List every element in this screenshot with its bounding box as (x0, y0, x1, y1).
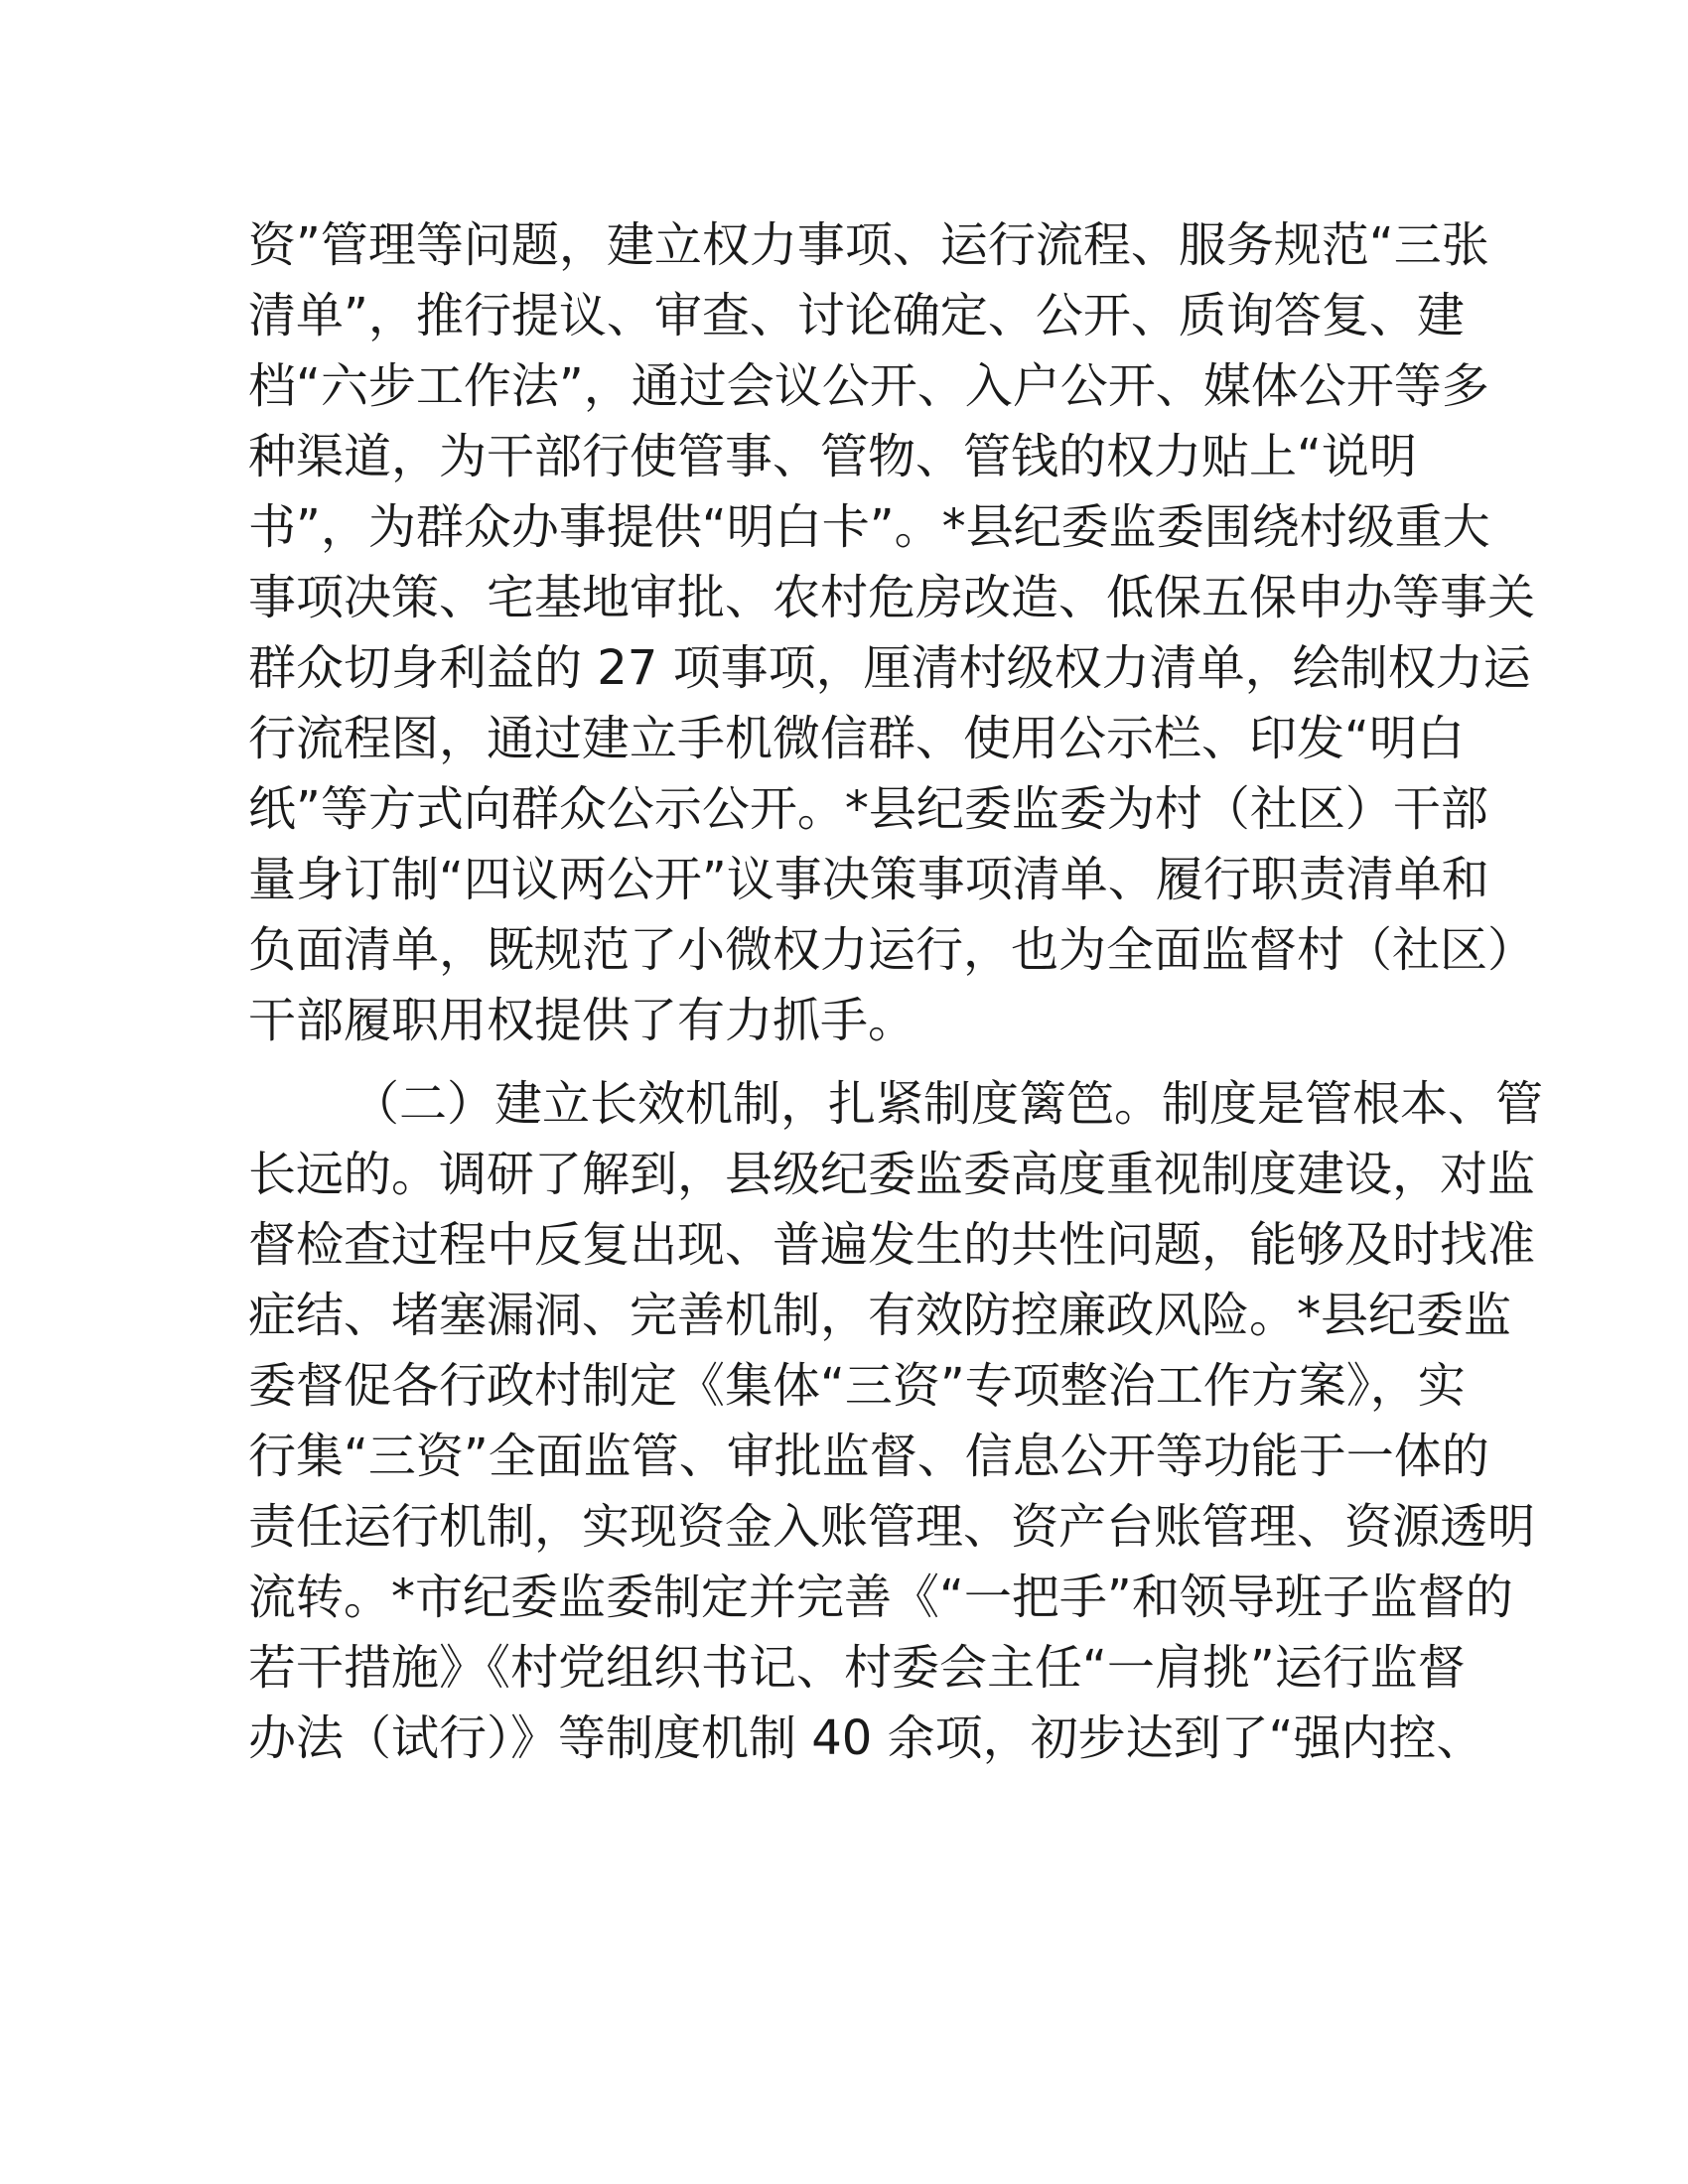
paragraph-line: 书”，为群众办事提供“明白卡”。*县纪委监委围绕村级重大 (248, 499, 1490, 555)
paragraph-line: 办法（试行）》等制度机制 40 余项，初步达到了“强内控、 (248, 1710, 1484, 1766)
paragraph-line: 督检查过程中反复出现、普遍发生的共性问题，能够及时找准 (248, 1217, 1536, 1273)
paragraph-line: 事项决策、宅基地审批、农村危房改造、低保五保申办等事关 (248, 570, 1536, 625)
paragraph-line: 流转。*市纪委监委制定并完善《“一把手”和领导班子监督的 (248, 1570, 1513, 1625)
paragraph-line: 责任运行机制，实现资金入账管理、资产台账管理、资源透明 (248, 1499, 1536, 1555)
paragraph-line: 种渠道，为干部行使管事、管物、管钱的权力贴上“说明 (248, 429, 1417, 484)
paragraph-line: 档“六步工作法”，通过会议公开、入户公开、媒体公开等多 (248, 358, 1489, 414)
paragraph-line: 量身订制“四议两公开”议事决策事项清单、履行职责清单和 (248, 852, 1489, 907)
paragraph-line: 负面清单，既规范了小微权力运行，也为全面监督村（社区） (248, 922, 1536, 978)
paragraph-line: 症结、堵塞漏洞、完善机制，有效防控廉政风险。*县纪委监 (248, 1288, 1512, 1343)
paragraph-line: 若干措施》《村党组织书记、村委会主任“一肩挑”运行监督 (248, 1640, 1466, 1696)
paragraph-line: 委督促各行政村制定《集体“三资”专项整治工作方案》，实 (248, 1358, 1466, 1414)
paragraph-line: 长远的。调研了解到，县级纪委监委高度重视制度建设，对监 (248, 1147, 1536, 1202)
paragraph-line: 干部履职用权提供了有力抓手。 (248, 993, 916, 1048)
paragraph-line: 清单”，推行提议、审查、讨论确定、公开、质询答复、建 (248, 288, 1465, 343)
paragraph-line: （二）建立长效机制，扎紧制度篱笆。制度是管根本、管 (352, 1076, 1544, 1132)
paragraph-line: 纸”等方式向群众公示公开。*县纪委监委为村（社区）干部 (248, 781, 1488, 837)
paragraph-line: 行集“三资”全面监管、审批监督、信息公开等功能于一体的 (248, 1429, 1489, 1484)
paragraph-line: 行流程图，通过建立手机微信群、使用公示栏、印发“明白 (248, 711, 1465, 766)
paragraph-line: 群众切身利益的 27 项事项，厘清村级权力清单，绘制权力运 (248, 640, 1531, 696)
paragraph-line: 资”管理等问题，建立权力事项、运行流程、服务规范“三张 (248, 217, 1489, 273)
